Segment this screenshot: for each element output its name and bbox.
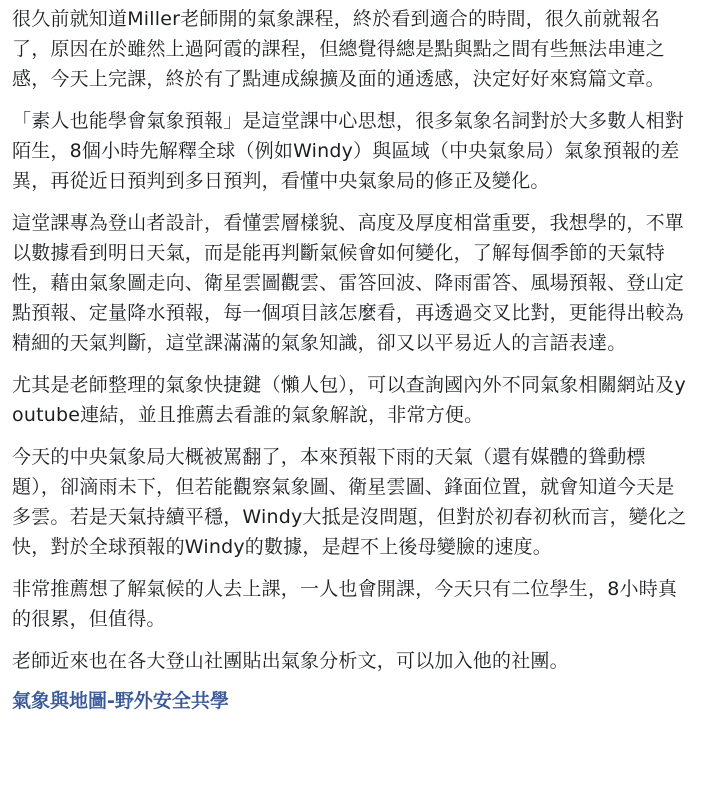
group-link[interactable]: 氣象與地圖-野外安全共學 [12, 690, 229, 712]
paragraph-recommendation: 非常推薦想了解氣候的人去上課，一人也會開課，今天只有二位學生，8小時真的很累，但值得。 [12, 578, 678, 630]
paragraph-todays-weather: 今天的中央氣象局大概被罵翻了，本來預報下雨的天氣（還有媒體的聳動標題），卻滴雨未下，但若能觀察氣象圖、衛星雲圖、鋒面位置，就會知道今天是多雲。若是天氣持續平穩，Windy大抵是沒問題，但對於初春初秋而言，變化之快，對於全球預報的Windy的數據，是趕不上後母變臉的速度。 [12, 446, 687, 558]
paragraph-teacher-group: 老師近來也在各大登山社團貼出氣象分析文，可以加入他的社團。 [12, 650, 569, 672]
paragraph-course-design: 這堂課專為登山者設計，看懂雲層樣貌、高度及厚度相當重要，我想學的，不單以數據看到明日天氣，而是能再判斷氣候會如何變化，了解每個季節的天氣特性，藉由氣象圖走向、衛星雲圖觀雲、雷答回波、降雨雷答、風場預報、登山定點預報、定量降水預報，每一個項目該怎麼看，再透過交叉比對，更能得出較為精細的天氣判斷，這堂課滿滿的氣象知識，卻又以平易近人的言語表達。 [12, 212, 685, 354]
paragraph-course-concept: 「素人也能學會氣象預報」是這堂課中心思想，很多氣象名詞對於大多數人相對陌生，8個小時先解釋全球（例如Windy）與區域（中央氣象局）氣象預報的差異，再從近日預判到多日預判，看懂中央氣象局的修正及變化。 [12, 110, 685, 192]
paragraph-shortcuts: 尤其是老師整理的氣象快捷鍵（懶人包），可以查詢國內外不同氣象相關網站及youtube連結，並且推薦去看誰的氣象解說，非常方便。 [12, 374, 686, 426]
paragraph-intro: 很久前就知道Miller老師開的氣象課程，終於看到適合的時間，很久前就報名了，原因在於雖然上過阿霞的課程，但總覺得總是點與點之間有些無法串連之感，今天上完課，終於有了點連成線擴及面的通透感，決定好好來寫篇文章。 [12, 8, 665, 90]
